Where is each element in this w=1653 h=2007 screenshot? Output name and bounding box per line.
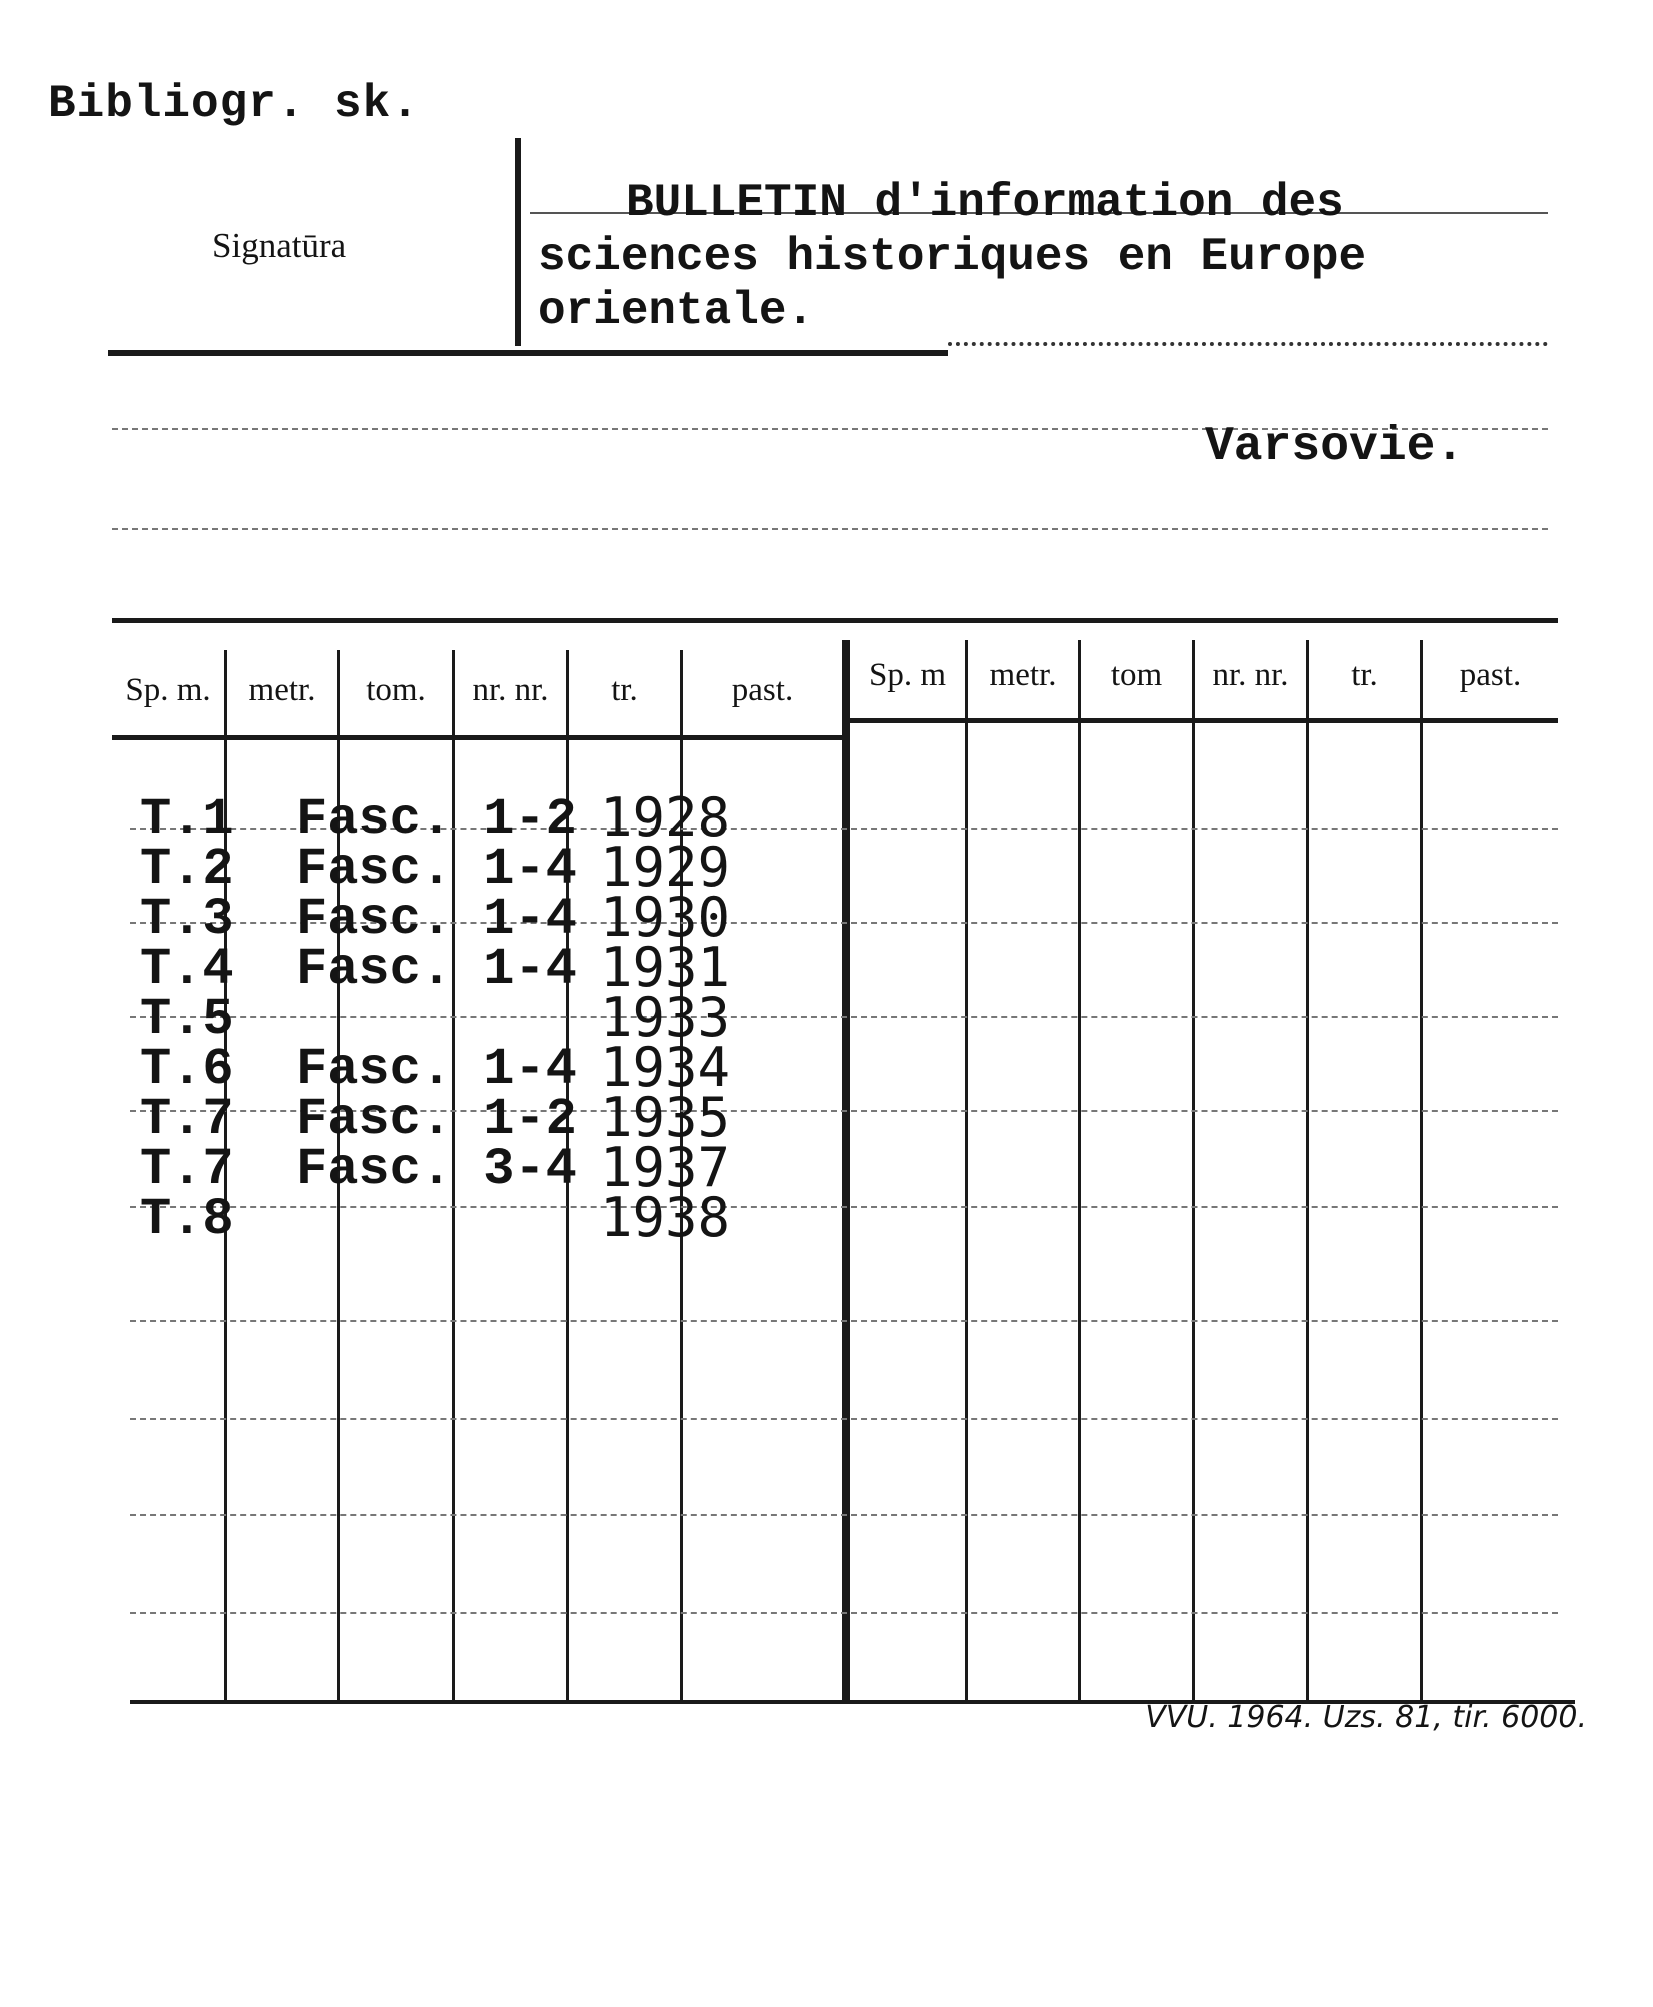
row-line bbox=[130, 1612, 1558, 1614]
table-cell-year: 1933 bbox=[600, 986, 731, 1049]
column-header: tom. bbox=[366, 672, 426, 708]
table-cell-year: 1930 bbox=[600, 886, 731, 949]
table-cell-fasc: Fasc. 1-4 bbox=[296, 840, 577, 899]
table-cell-fasc: Fasc. 1-4 bbox=[296, 940, 577, 999]
table-cell-fasc: Fasc. 1-2 bbox=[296, 790, 577, 849]
table-center-divider bbox=[842, 640, 850, 1700]
table-cell-tom: T.1 bbox=[140, 790, 234, 849]
table-cell-fasc: Fasc. 1-4 bbox=[296, 890, 577, 949]
row-line bbox=[130, 1320, 1558, 1322]
column-header: tom bbox=[1110, 657, 1163, 693]
shelf-code: Bibliogr. sk. bbox=[48, 78, 420, 130]
column-header: past. bbox=[731, 672, 794, 708]
title-line-3: orientale. bbox=[538, 285, 815, 337]
table-top-rule bbox=[112, 618, 1558, 623]
table-cell-tom: T.6 bbox=[140, 1040, 234, 1099]
table-cell-year: 1934 bbox=[600, 1036, 731, 1099]
col-separator bbox=[965, 640, 968, 1700]
header-rule-bottom bbox=[108, 350, 948, 356]
column-header: metr. bbox=[989, 657, 1057, 693]
row-line bbox=[130, 1514, 1558, 1516]
column-header: tr. bbox=[1351, 657, 1378, 693]
table-cell-year: 1937 bbox=[600, 1136, 731, 1199]
col-separator bbox=[1078, 640, 1081, 1700]
title-line-2: sciences historiques en Europe bbox=[538, 231, 1367, 283]
place: Varsovie. bbox=[1205, 420, 1465, 474]
table-header-rule-left bbox=[112, 735, 842, 740]
row-line bbox=[130, 1016, 1558, 1018]
column-header: tr. bbox=[611, 672, 638, 708]
col-separator bbox=[1306, 640, 1309, 1700]
place-guide-line-2 bbox=[112, 528, 1548, 530]
column-header: past. bbox=[1459, 657, 1522, 693]
column-header: metr. bbox=[248, 672, 316, 708]
table-cell-tom: T.3 bbox=[140, 890, 234, 949]
col-separator bbox=[1420, 640, 1423, 1700]
header-rule-dotted bbox=[948, 342, 1548, 346]
header-divider-vertical bbox=[515, 138, 521, 346]
table-cell-fasc: Fasc. 3-4 bbox=[296, 1140, 577, 1199]
table-cell-fasc: Fasc. 1-2 bbox=[296, 1090, 577, 1149]
table-cell-tom: T.5 bbox=[140, 990, 234, 1049]
column-header: nr. nr. bbox=[472, 672, 549, 708]
table-cell-tom: T.7 bbox=[140, 1090, 234, 1149]
table-cell-year: 1935 bbox=[600, 1086, 731, 1149]
printer-note: VVU. 1964. Uzs. 81, tir. 6000. bbox=[1145, 1700, 1587, 1735]
table-cell-year: 1928 bbox=[600, 786, 731, 849]
column-header: Sp. m bbox=[868, 657, 947, 693]
column-header: Sp. m. bbox=[125, 672, 211, 708]
table-cell-tom: T.7 bbox=[140, 1140, 234, 1199]
title-line-1: BULLETIN d'information des bbox=[626, 177, 1344, 229]
row-line bbox=[130, 1206, 1558, 1208]
table-cell-year: 1938 bbox=[600, 1186, 731, 1249]
table-cell-tom: T.2 bbox=[140, 840, 234, 899]
table-cell-tom: T.4 bbox=[140, 940, 234, 999]
table-cell-year: 1929 bbox=[600, 836, 731, 899]
signatura-label: Signatūra bbox=[212, 226, 347, 265]
table-cell-tom: T.8 bbox=[140, 1190, 234, 1249]
title-block bbox=[538, 176, 1366, 338]
table-header-rule-right bbox=[842, 718, 1558, 723]
col-separator bbox=[1192, 640, 1195, 1700]
table-cell-year: 1931 bbox=[600, 936, 731, 999]
table-cell-fasc: Fasc. 1-4 bbox=[296, 1040, 577, 1099]
row-line bbox=[130, 1418, 1558, 1420]
column-header: nr. nr. bbox=[1212, 657, 1289, 693]
